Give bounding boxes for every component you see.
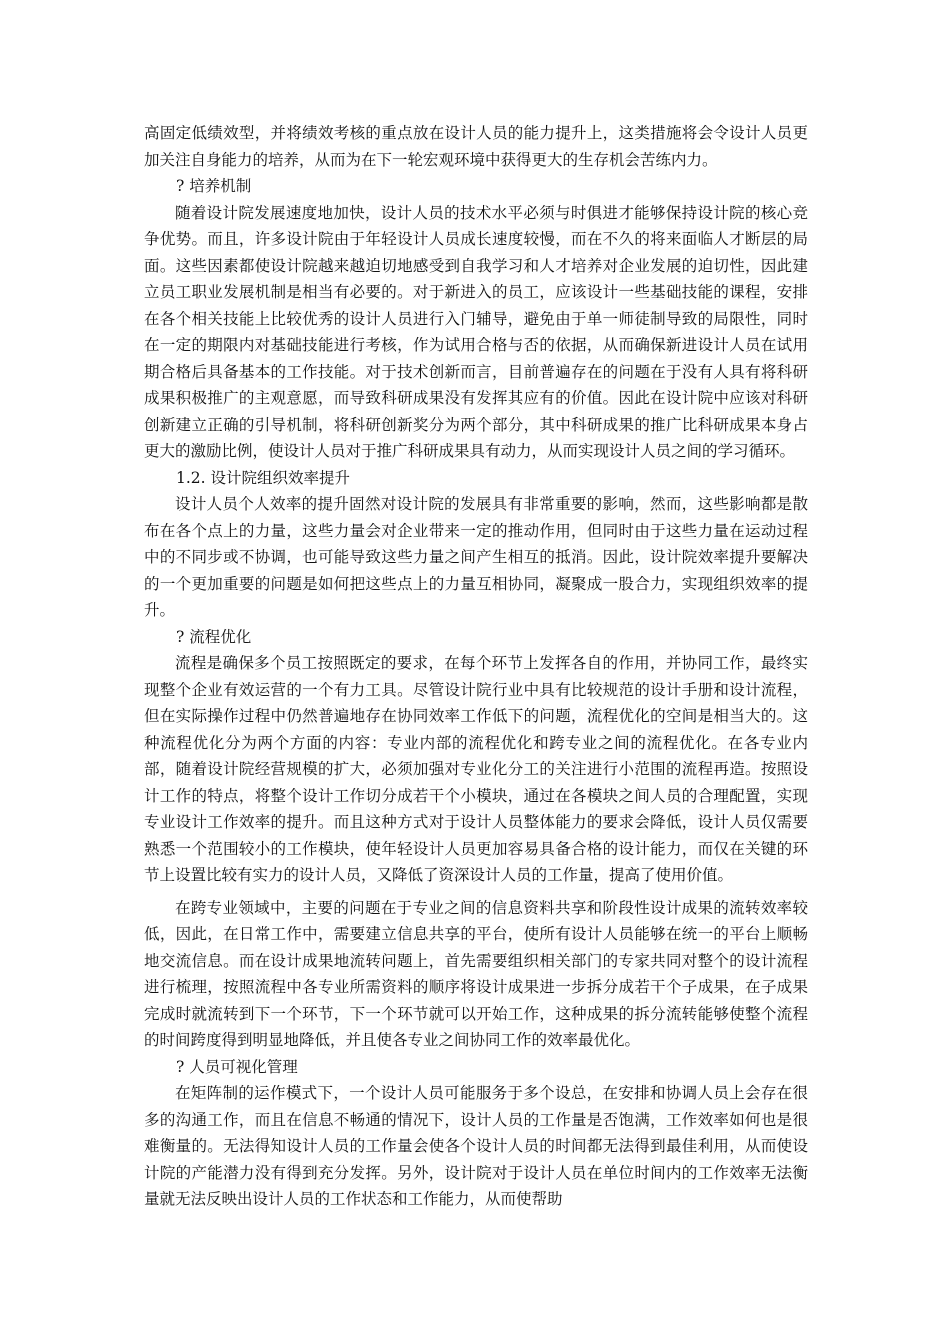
paragraph-process-optimization: 流程是确保多个员工按照既定的要求，在每个环节上发挥各自的作用，并协同工作，最终实现整个企业有效运营的一个有力工具。尽管设计院行业中具有比较规范的设计手册和设计流程，但在实际操作过程中仍然普遍地存在协同效率工作低下的问题，流程优化的空间是相当大的。这种流程优化分为两个方面的内容：专业内部的流程优化和跨专业之间的流程优化。在各专业内部，随着设计院经营规模的扩大，必须加强对专业化分工的关注进行小范围的流程再造。按照设计工作的特点，将整个设计工作切分成若干个小模块，通过在各模块之间人员的合理配置，实现专业设计工作效率的提升。而且这种方式对于设计人员整体能力的要求会降低，设计人员仅需要熟悉一个范围较小的工作模块，使年轻设计人员更加容易具备合格的设计能力，而仅在关键的环节上设置比较有实力的设计人员，又降低了资深设计人员的工作量，提高了使用价值。	[144, 654, 808, 884]
paragraph-visual-management: 在矩阵制的运作模式下，一个设计人员可能服务于多个设总，在安排和协调人员上会存在很多的沟通工作，而且在信息不畅通的情况下，设计人员的工作量是否饱满，工作效率如何也是很难衡量的。无法得知设计人员的工作量会使各个设计人员的时间都无法得到最佳利用，从而使设计院的产能潜力没有得到充分发挥。另外，设计院对于设计人员在单位时间内的工作效率无法衡量就无法反映出设计人员的工作状态和工作能力，从而使帮助	[144, 1084, 808, 1208]
bullet-heading-training-mechanism: ? 培养机制	[176, 177, 252, 195]
bullet-heading-visual-management: ? 人员可视化管理	[176, 1057, 298, 1076]
paragraph-cross-discipline: 在跨专业领域中，主要的问题在于专业之间的信息资料共享和阶段性设计成果的流转效率较低，因此，在日常工作中，需要建立信息共享的平台，使所有设计人员能够在统一的平台上顺畅地交流信息。而在设计成果地流转问题上，首先需要组织相关部门的专家共同对整个的设计流程进行梳理，按照流程中各专业所需资料的顺序将设计成果进一步拆分成若干个子成果，在子成果完成时就流转到下一个环节，下一个环节就可以开始工作，这种成果的拆分流转能够使整个流程的时间跨度得到明显地降低，并且使各专业之间协同工作的效率最优化。	[144, 898, 808, 1049]
bullet-heading-process-optimization: ? 流程优化	[176, 627, 252, 646]
paragraph-training: 随着设计院发展速度地加快，设计人员的技术水平必须与时俱进才能够保持设计院的核心竞争优势。而且，许多设计院由于年轻设计人员成长速度较慢，而在不久的将来面临人才断层的局面。这些因素都使设计院越来越迫切地感受到自我学习和人才培养对企业发展的迫切性，因此建立员工职业发展机制是相当有必要的。对于新进入的员工，应该设计一些基础技能的课程，安排在各个相关技能上比较优秀的设计人员进行入门辅导，避免由于单一师徒制导致的局限性，同时在一定的期限内对基础技能进行考核，作为试用合格与否的依据，从而确保新进设计人员在试用期合格后具备基本的工作技能。对于技术创新而言，目前普遍存在的问题在于没有人具有将科研成果积极推广的主观意愿，而导致科研成果没有发挥其应有的价值。因此在设计院中应该对科研创新建立正确的引导机制，将科研创新奖分为两个部分，其中科研成果的推广比科研成果本身占更大的激励比例，使设计人员对于推广科研成果具有动力，从而实现设计人员之间的学习循环。	[144, 203, 808, 460]
paragraph-continued: 高固定低绩效型，并将绩效考核的重点放在设计人员的能力提升上，这类措施将会令设计人员更加关注自身能力的培养，从而为在下一轮宏观环境中获得更大的生存机会苦练内力。	[144, 124, 808, 169]
section-heading-org-efficiency: 1.2. 设计院组织效率提升	[176, 468, 351, 487]
paragraph-org-efficiency: 设计人员个人效率的提升固然对设计院的发展具有非常重要的影响，然而，这些影响都是散布在各个点上的力量，这些力量会对企业带来一定的推动作用，但同时由于这些力量在运动过程中的不同步或不协调，也可能导致这些力量之间产生相互的抵消。因此，设计院效率提升要解决的一个更加重要的问题是如何把这些点上的力量互相协同，凝聚成一股合力，实现组织效率的提升。	[144, 495, 808, 619]
document-page	[144, 120, 808, 1213]
